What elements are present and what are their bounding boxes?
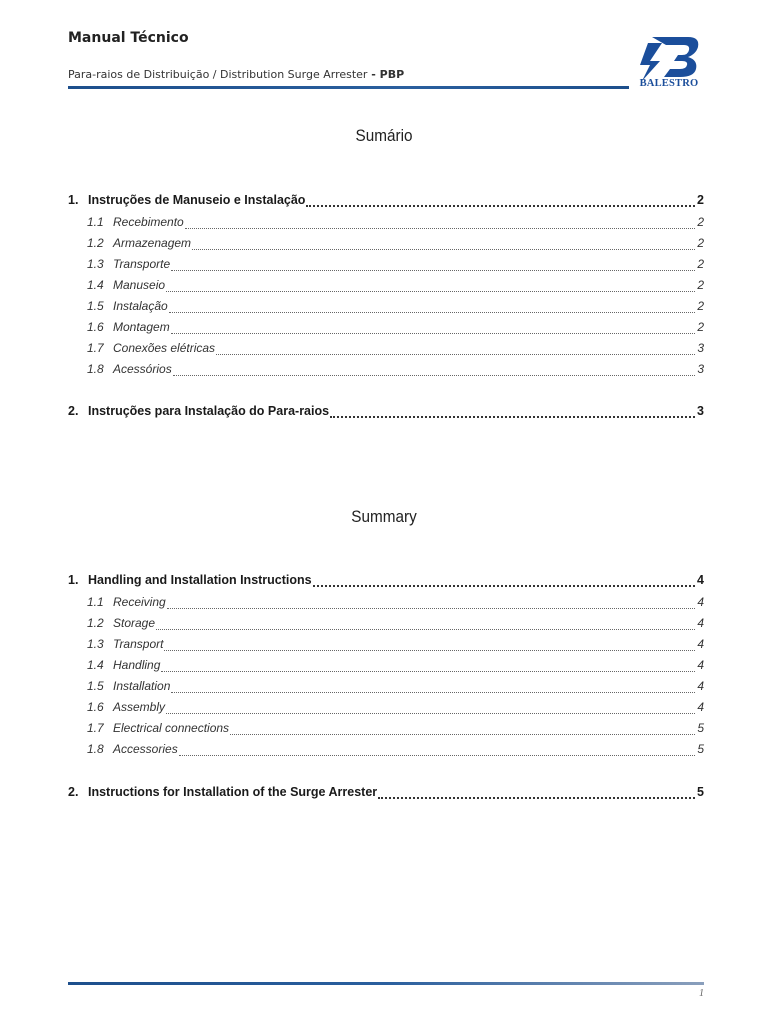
toc-entry-label: Transport — [113, 637, 164, 651]
toc-entry[interactable] — [68, 320, 704, 338]
toc-entry-page: 2 — [697, 278, 704, 292]
header-rule — [68, 86, 629, 89]
logo-wordmark: BALESTRO — [639, 78, 699, 89]
toc-entry-number: 1.8 — [87, 742, 104, 756]
toc-entry-label: Accessories — [113, 742, 178, 756]
toc-dot-leader — [171, 269, 695, 271]
summary-title: Summary — [351, 507, 417, 526]
footer-rule — [68, 982, 704, 985]
toc-entry-number: 1.3 — [87, 257, 104, 271]
toc-dot-leader — [167, 607, 695, 609]
toc-entry[interactable] — [68, 785, 704, 803]
toc-entry-page: 4 — [697, 700, 704, 714]
toc-entry-label: Storage — [113, 616, 156, 630]
toc-entry[interactable] — [68, 595, 704, 613]
toc-entry-number: 1.7 — [87, 341, 104, 355]
toc-entry-page: 4 — [697, 637, 704, 651]
toc-entry-number: 2. — [68, 785, 79, 799]
toc-entry-page: 2 — [697, 299, 704, 313]
toc-entry-page: 4 — [697, 573, 704, 587]
toc-entry-page: 5 — [697, 721, 704, 735]
toc-entry-number: 1. — [68, 573, 79, 587]
toc-entry-page: 2 — [697, 215, 704, 229]
toc-dot-leader — [378, 796, 695, 799]
toc-entry-label: Manuseio — [113, 278, 166, 292]
toc-dot-leader — [166, 712, 695, 714]
toc-dot-leader — [185, 227, 695, 229]
toc-entry[interactable] — [68, 257, 704, 275]
toc-entry[interactable] — [68, 341, 704, 359]
toc-entry[interactable] — [68, 236, 704, 254]
document-subtitle — [68, 68, 404, 81]
toc-entry-number: 1.3 — [87, 637, 104, 651]
toc-dot-leader — [171, 691, 695, 693]
toc-entry-page: 2 — [697, 193, 704, 207]
toc-dot-leader — [306, 204, 695, 207]
toc-entry-page: 4 — [697, 679, 704, 693]
toc-entry-number: 1.7 — [87, 721, 104, 735]
toc-entry-number: 1. — [68, 193, 79, 207]
toc-entry-label: Instruções para Instalação do Para-raios — [88, 404, 330, 418]
toc-entry-number: 1.1 — [87, 595, 104, 609]
toc-entry-label: Armazenagem — [113, 236, 192, 250]
toc-entry-label: Handling and Installation Instructions — [88, 573, 312, 587]
toc-entry[interactable] — [68, 362, 704, 380]
toc-entry-page: 4 — [697, 658, 704, 672]
toc-entry-page: 5 — [697, 742, 704, 756]
toc-dot-leader — [171, 332, 695, 334]
toc-entry-number: 1.5 — [87, 679, 104, 693]
toc-entry-label: Conexões elétricas — [113, 341, 216, 355]
toc-entry-label: Installation — [113, 679, 171, 693]
toc-entry[interactable] — [68, 721, 704, 739]
toc-entry-number: 1.6 — [87, 320, 104, 334]
page-number: 1 — [699, 988, 704, 999]
toc-entry-page: 3 — [697, 341, 704, 355]
toc-entry-page: 2 — [697, 236, 704, 250]
toc-entry[interactable] — [68, 299, 704, 317]
toc-entry-number: 1.8 — [87, 362, 104, 376]
toc-entry-label: Transporte — [113, 257, 171, 271]
toc-dot-leader — [173, 374, 695, 376]
toc-entry-number: 2. — [68, 404, 79, 418]
subtitle-text: Para-raios de Distribuição / Distribution Surge Arrester — [68, 68, 368, 81]
toc-entry-label: Instruções de Manuseio e Instalação — [88, 193, 306, 207]
toc-entry-number: 1.5 — [87, 299, 104, 313]
toc-entry[interactable] — [68, 215, 704, 233]
toc-entry-page: 2 — [697, 257, 704, 271]
toc-entry-number: 1.4 — [87, 658, 104, 672]
toc-entry-label: Montagem — [113, 320, 170, 334]
toc-dot-leader — [179, 754, 695, 756]
toc-entry[interactable] — [68, 637, 704, 655]
toc-dot-leader — [169, 311, 695, 313]
toc-dot-leader — [216, 353, 695, 355]
toc-entry-page: 4 — [697, 595, 704, 609]
toc-entry[interactable] — [68, 679, 704, 697]
toc-entry-label: Electrical connections — [113, 721, 230, 735]
toc-entry[interactable] — [68, 193, 704, 211]
toc-entry[interactable] — [68, 404, 704, 422]
toc-entry[interactable] — [68, 700, 704, 718]
toc-entry-number: 1.4 — [87, 278, 104, 292]
toc-entry-page: 3 — [697, 362, 704, 376]
toc-dot-leader — [166, 290, 695, 292]
toc-entry-number: 1.1 — [87, 215, 104, 229]
toc-entry-label: Assembly — [113, 700, 166, 714]
manual-title: Manual Técnico — [68, 30, 189, 46]
toc-entry-number: 1.2 — [87, 616, 104, 630]
toc-entry-number: 1.2 — [87, 236, 104, 250]
toc-entry-page: 4 — [697, 616, 704, 630]
toc-entry-label: Receiving — [113, 595, 166, 609]
subtitle-product-code: - PBP — [367, 68, 405, 81]
toc-entry[interactable] — [68, 573, 704, 591]
toc-entry-label: Recebimento — [113, 215, 184, 229]
toc-entry-label: Instalação — [113, 299, 168, 313]
toc-entry-label: Handling — [113, 658, 161, 672]
toc-entry-label: Instructions for Installation of the Surge Arrester — [88, 785, 378, 799]
toc-dot-leader — [192, 248, 695, 250]
sumario-title: Sumário — [355, 126, 413, 145]
toc-entry-number: 1.6 — [87, 700, 104, 714]
toc-dot-leader — [156, 628, 695, 630]
toc-entry[interactable] — [68, 658, 704, 676]
toc-dot-leader — [164, 649, 695, 651]
toc-dot-leader — [330, 415, 695, 418]
toc-dot-leader — [161, 670, 695, 672]
toc-entry[interactable] — [68, 616, 704, 634]
toc-entry-page: 3 — [697, 404, 704, 418]
toc-entry[interactable] — [68, 278, 704, 296]
toc-entry-page: 5 — [697, 785, 704, 799]
toc-dot-leader — [230, 733, 695, 735]
toc-dot-leader — [313, 584, 695, 587]
toc-entry[interactable] — [68, 742, 704, 760]
toc-entry-label: Acessórios — [113, 362, 172, 376]
toc-entry-page: 2 — [697, 320, 704, 334]
